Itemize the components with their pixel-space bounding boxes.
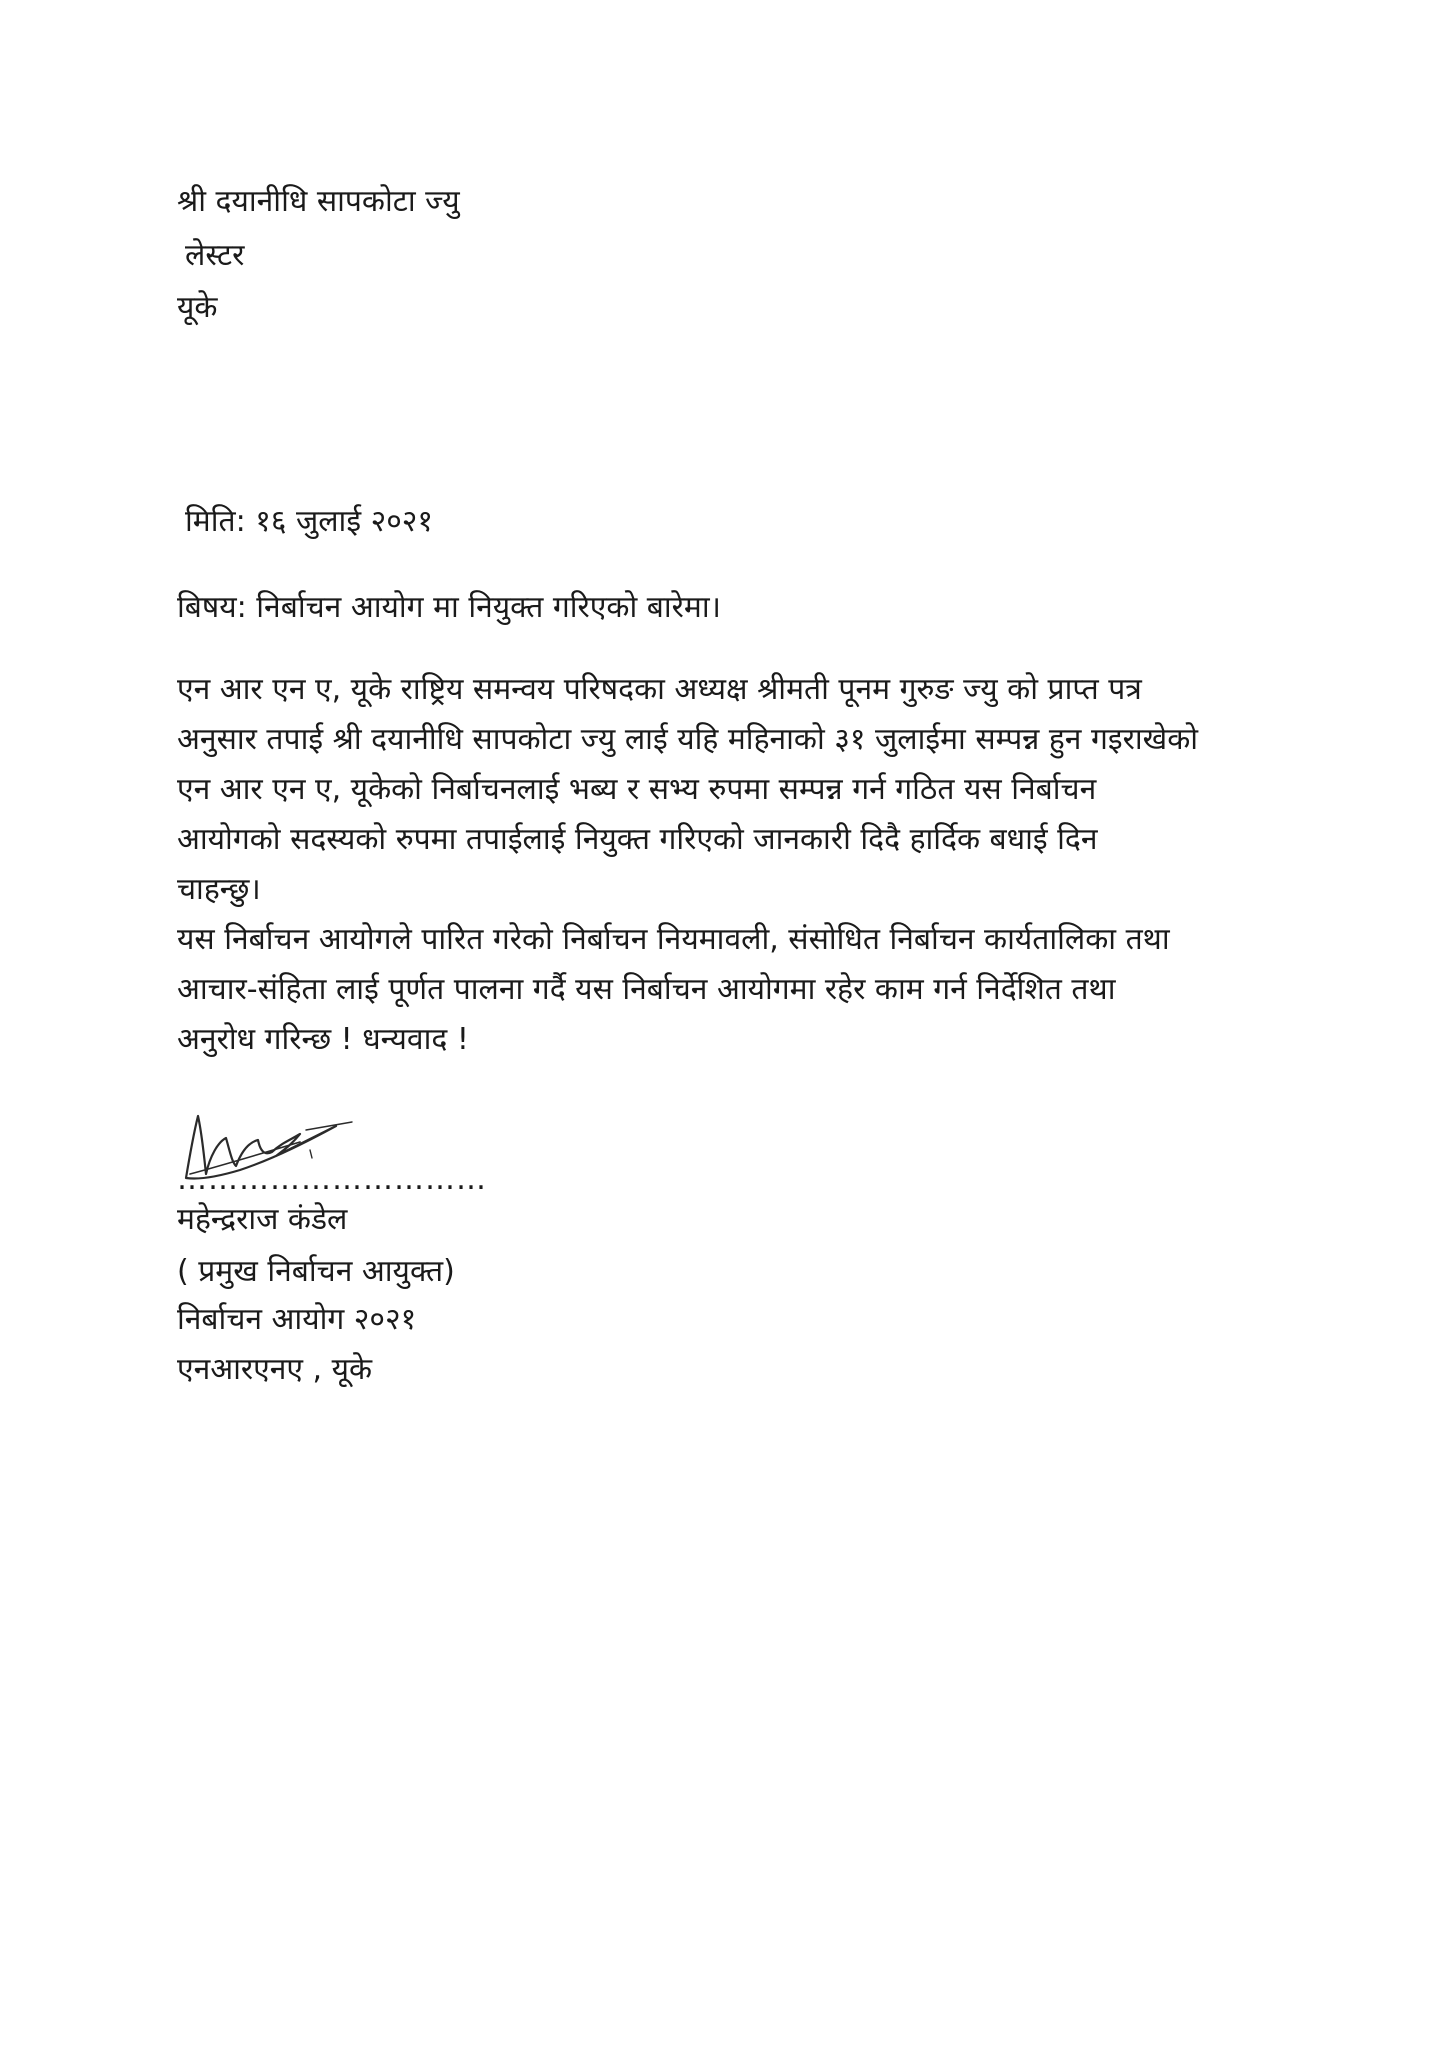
recipient-city: लेस्टर <box>185 238 245 273</box>
body-line: अनुसार तपाई श्री दयानीधि सापकोटा ज्यु लाई यहि महिनाको ३१ जुलाईमा सम्पन्न हुन गइराखेको <box>177 722 1198 757</box>
recipient-country: यूके <box>177 290 218 325</box>
signatory-organization: निर्बाचन आयोग २०२१ <box>177 1302 417 1337</box>
body-line: आचार-संहिता लाई पूर्णत पालना गर्दै यस निर्बाचन आयोगमा रहेर काम गर्न निर्देशित तथा <box>177 972 1116 1007</box>
letter-subject: बिषय: निर्बाचन आयोग मा नियुक्त गरिएको बारेमा। <box>177 590 721 625</box>
signatory-place: एनआरएनए , यूके <box>177 1352 373 1387</box>
letter-body <box>177 665 1317 1065</box>
signatory-title: ( प्रमुख निर्बाचन आयुक्त) <box>177 1254 455 1289</box>
body-line: आयोगको सदस्यको रुपमा तपाईलाई नियुक्त गरिएको जानकारी दिदै हार्दिक बधाई दिन <box>177 822 1098 857</box>
letter-date: मिति: १६ जुलाई २०२१ <box>185 504 433 539</box>
body-line: चाहन्छु। <box>177 872 261 907</box>
signatory-name: महेन्द्रराज कंडेल <box>177 1202 348 1237</box>
signature-dots: ………………………… <box>177 1162 487 1197</box>
body-line: यस निर्बाचन आयोगले पारित गरेको निर्बाचन नियमावली, संसोधित निर्बाचन कार्यतालिका तथा <box>177 922 1170 957</box>
body-line: एन आर एन ए, यूके राष्ट्रिय समन्वय परिषदका अध्यक्ष श्रीमती पूनम गुरुङ ज्यु को प्राप्त पत्र <box>177 672 1142 707</box>
body-line: अनुरोध गरिन्छ ! धन्यवाद ! <box>177 1022 469 1057</box>
body-line: एन आर एन ए, यूकेको निर्बाचनलाई भब्य र सभ्य रुपमा सम्पन्न गर्न गठित यस निर्बाचन <box>177 772 1097 807</box>
recipient-name: श्री दयानीधि सापकोटा ज्यु <box>177 184 460 219</box>
